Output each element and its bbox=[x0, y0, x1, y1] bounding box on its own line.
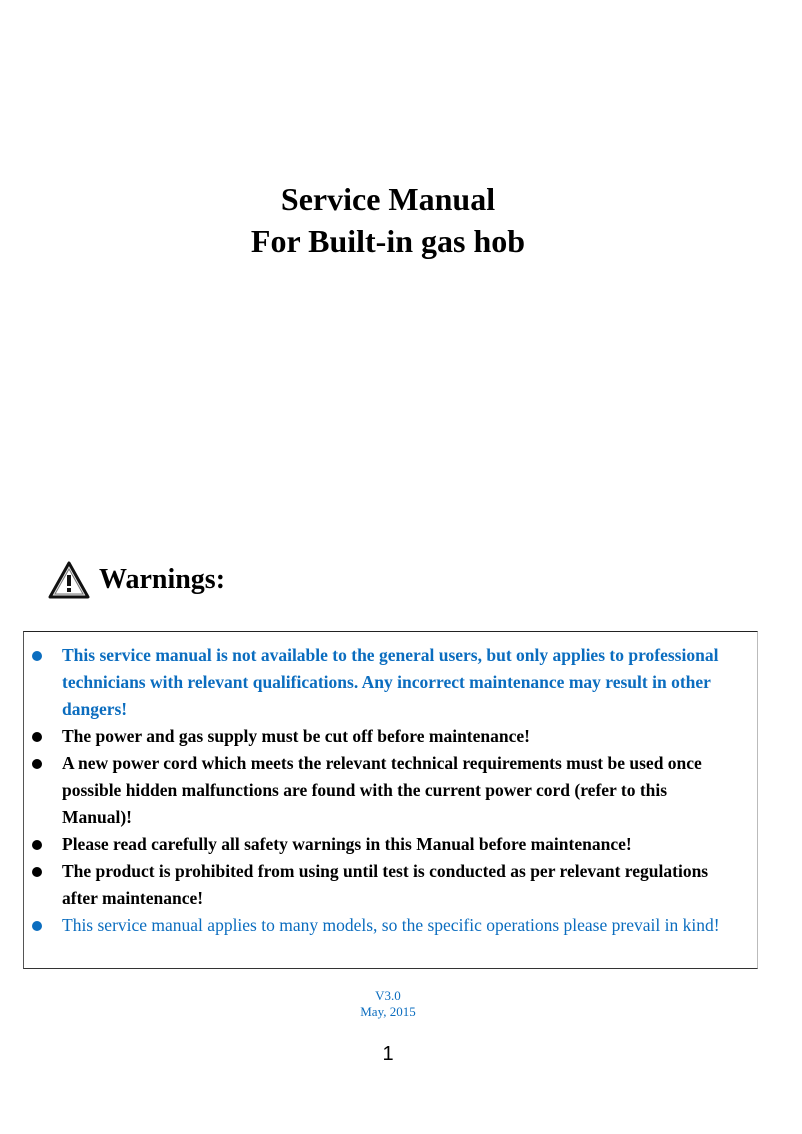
warning-text: This service manual is not available to the general users, but only applies to professional technicians with relevant qualifications. Any incorrect maintenance may result in other dangers! bbox=[62, 645, 719, 719]
document-title bbox=[0, 178, 776, 262]
bullet-icon bbox=[32, 759, 42, 769]
version-block bbox=[0, 988, 776, 1020]
warning-item bbox=[24, 831, 757, 858]
bullet-icon bbox=[32, 732, 42, 742]
title-line-2: For Built-in gas hob bbox=[250, 223, 526, 259]
warning-item bbox=[24, 750, 757, 831]
warning-item bbox=[24, 723, 757, 750]
warning-triangle-icon bbox=[47, 560, 91, 600]
warnings-list bbox=[24, 632, 757, 939]
warning-text: Please read carefully all safety warnings in this Manual before maintenance! bbox=[62, 834, 632, 854]
bullet-icon bbox=[32, 840, 42, 850]
warning-text: The power and gas supply must be cut off before maintenance! bbox=[62, 726, 530, 746]
warning-item bbox=[24, 912, 757, 939]
bullet-icon bbox=[32, 867, 42, 877]
title-line-1: Service Manual bbox=[280, 181, 496, 217]
version-date: May, 2015 bbox=[360, 1004, 416, 1019]
warnings-heading-text: Warnings: bbox=[99, 564, 226, 595]
warning-item bbox=[24, 642, 757, 723]
warnings-box bbox=[23, 631, 758, 969]
warnings-heading bbox=[47, 560, 225, 600]
warning-text: This service manual applies to many models, so the specific operations please prevail in kind! bbox=[62, 915, 720, 935]
warning-text: A new power cord which meets the relevant technical requirements must be used once possible hidden malfunctions are found with the current power cord (refer to this Manual)! bbox=[62, 753, 702, 827]
warning-text: The product is prohibited from using until test is conducted as per relevant regulations after maintenance! bbox=[62, 861, 709, 908]
page-number: 1 bbox=[382, 1043, 394, 1065]
version-label: V3.0 bbox=[375, 988, 401, 1003]
bullet-icon bbox=[32, 921, 42, 931]
bullet-icon bbox=[32, 651, 42, 661]
warning-item bbox=[24, 858, 757, 912]
